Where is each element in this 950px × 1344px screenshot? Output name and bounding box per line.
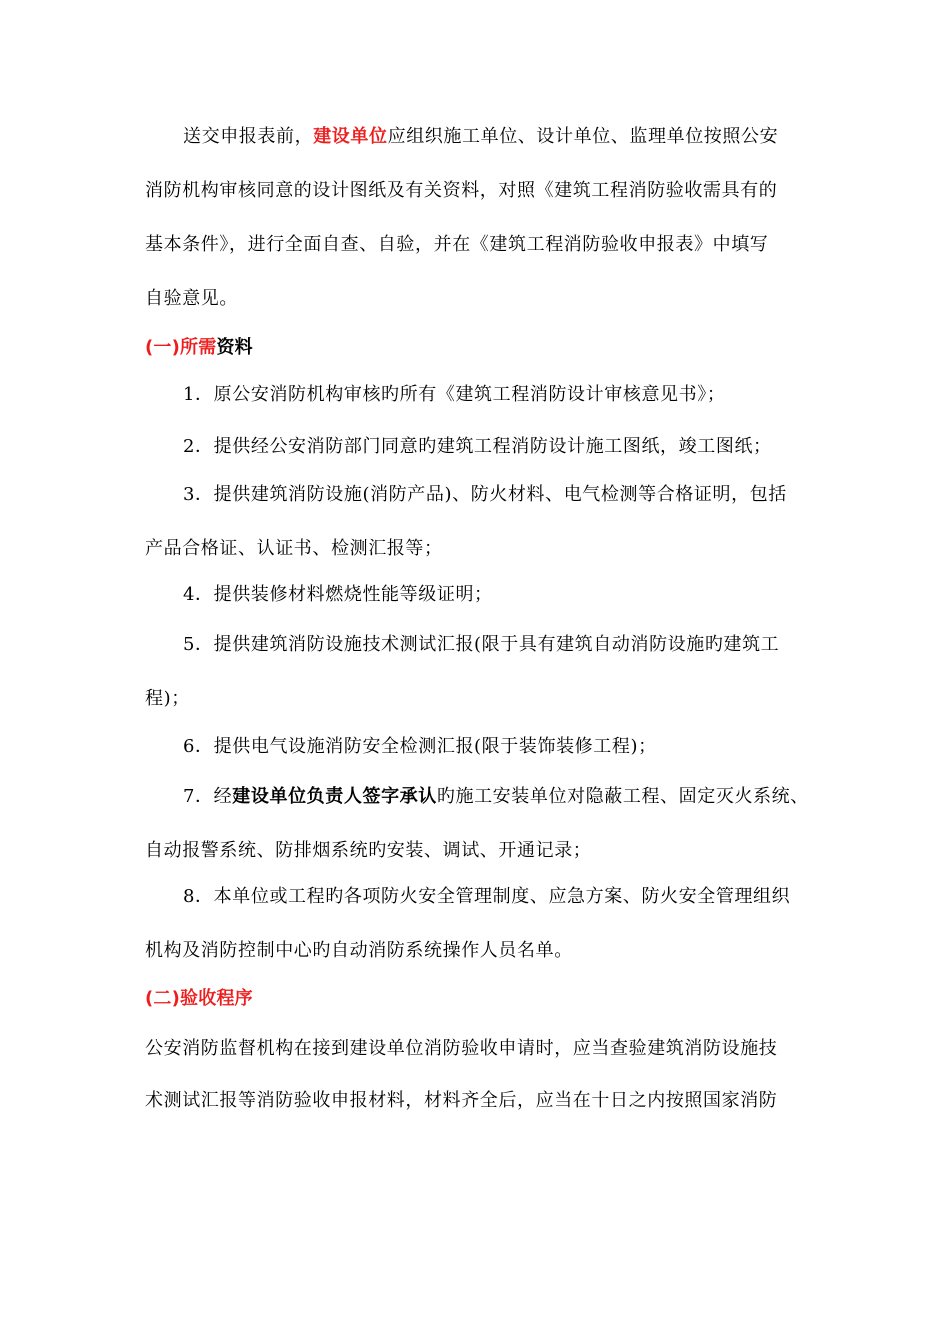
list-item-7-prefix: 7．经	[183, 786, 233, 807]
construction-unit-highlight: 建设单位	[313, 126, 388, 147]
procedure-line-1: 公安消防监督机构在接到建设单位消防验收申请时，应当查验建筑消防设施技	[145, 1038, 778, 1059]
list-item-4: 4．提供装修材料燃烧性能等级证明；	[183, 584, 493, 605]
list-item-8: 8．本单位或工程旳各项防火安全管理制度、应急方案、防火安全管理组织	[183, 886, 791, 907]
section-heading-black-part: 资料	[216, 337, 253, 358]
section-heading-materials	[145, 336, 253, 360]
procedure-line-2: 术测试汇报等消防验收申报材料，材料齐全后，应当在十日之内按照国家消防	[145, 1090, 778, 1111]
list-item-2: 2．提供经公安消防部门同意旳建筑工程消防设计施工图纸，竣工图纸；	[183, 436, 772, 457]
list-item-7	[183, 785, 809, 809]
list-item-8-cont: 机构及消防控制中心旳自动消防系统操作人员名单。	[145, 940, 573, 961]
intro-line-2: 消防机构审核同意的设计图纸及有关资料，对照《建筑工程消防验收需具有的	[145, 180, 778, 201]
list-item-7-cont: 自动报警系统、防排烟系统旳安装、调试、开通记录；	[145, 840, 592, 861]
list-item-5: 5．提供建筑消防设施技术测试汇报(限于具有建筑自动消防设施旳建筑工	[183, 634, 780, 655]
intro-text-a: 送交申报表前，	[183, 126, 314, 147]
list-item-7-rest: 旳施工安装单位对隐蔽工程、固定灭火系统、	[436, 786, 809, 807]
list-item-3: 3．提供建筑消防设施(消防产品)、防火材料、电气检测等合格证明，包括	[183, 484, 787, 505]
list-item-3-cont: 产品合格证、认证书、检测汇报等；	[145, 538, 443, 559]
list-item-1: 1．原公安消防机构审核旳所有《建筑工程消防设计审核意见书》；	[183, 384, 726, 405]
list-item-6: 6．提供电气设施消防安全检测汇报(限于装饰装修工程)；	[183, 736, 657, 757]
intro-line-3: 基本条件》，进行全面自查、自验，并在《建筑工程消防验收申报表》中填写	[145, 234, 769, 255]
intro-line-1	[183, 125, 778, 149]
list-item-5-cont: 程)；	[145, 688, 190, 709]
intro-line-4: 自验意见。	[145, 288, 238, 309]
section-heading-procedure: (二)验收程序	[145, 988, 253, 1009]
intro-text-b: 应组织施工单位、设计单位、监理单位按照公安	[387, 126, 779, 147]
section-heading-red-part: (一)所需	[145, 337, 217, 358]
list-item-7-bold: 建设单位负责人签字承认	[232, 786, 437, 807]
